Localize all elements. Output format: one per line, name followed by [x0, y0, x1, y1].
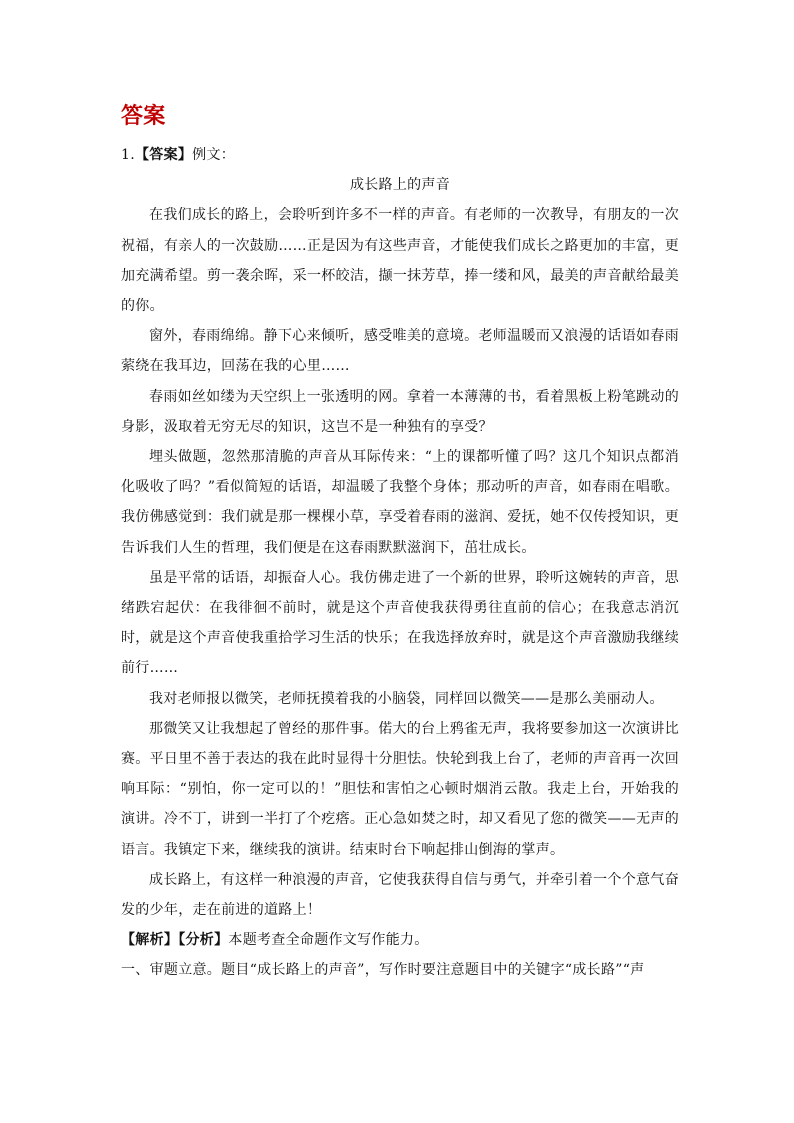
- analysis-text: 本题考查全命题作文写作能力。: [228, 932, 429, 949]
- essay-paragraph: 我对老师报以微笑，老师抚摸着我的小脑袋，同样回以微笑——是那么美丽动人。: [149, 690, 664, 707]
- answer-heading: 答案: [121, 104, 166, 129]
- essay-paragraph: 在我们成长的路上，会聆听到许多不一样的声音。有老师的一次教导，有朋友的一次祝福，有亲人的一次鼓励……正是因为有这些声音，才能使我们成长之路更加的丰富，更加充满希望。剪一袭余晖，采一杯皎洁，撷一抹芳草，捧一缕和风，最美的声音献给最美的你。: [121, 207, 679, 315]
- essay-paragraph: 春雨如丝如缕为天空织上一张透明的网。拿着一本薄薄的书，看着黑板上粉笔跳动的身影，汲取着无穷无尽的知识，这岂不是一种独有的享受？: [121, 388, 679, 435]
- question-number: 1.: [121, 147, 135, 163]
- essay-paragraph: 成长路上，有这样一种浪漫的声音，它使我获得自信与勇气，并牵引着一个个意气奋发的少年，走在前进的道路上！: [121, 871, 679, 919]
- question-lead: 例文：: [192, 147, 236, 163]
- essay-paragraph: 埋头做题，忽然那清脆的声音从耳际传来：“上的课都听懂了吗？这几个知识点都消化吸收了吗？”看似简短的话语，却温暖了我整个身体；那动听的声音，如春雨在唱歌。我仿佛感觉到：我们就是那一棵棵小草，享受着春雨的滋润、爱抚，她不仅传授知识，更告诉我们人生的哲理，我们便是在这春雨默默滋润下，茁壮成长。: [121, 449, 679, 556]
- answer-tag: 【答案】: [134, 147, 193, 163]
- essay-paragraph: 虽是平常的话语，却振奋人心。我仿佛走进了一个新的世界，聆听这婉转的声音，思绪跌宕起伏：在我徘徊不前时，就是这个声音使我获得勇往直前的信心；在我意志消沉时，就是这个声音使我重拾学习生活的快乐；在我选择放弃时，就是这个声音激励我继续前行……: [121, 569, 679, 677]
- essay-paragraph: 那微笑又让我想起了曾经的那件事。偌大的台上鸦雀无声，我将要参加这一次演讲比赛。平日里不善于表达的我在此时显得十分胆怯。快轮到我上台了，老师的声音再一次回响耳际：“别怕，你一定可以的！”胆怯和害怕之心顿时烟消云散。我走上台，开始我的演讲。冷不丁，讲到一半打了个疙瘩。正心急如焚之时，却又看见了您的微笑——无声的语言。我镇定下来，继续我的演讲。结束时台下响起排山倒海的掌声。: [121, 720, 679, 858]
- analysis-tag: 【解析】: [121, 932, 179, 949]
- document-content: [121, 100, 679, 986]
- essay-title: 成长路上的声音: [349, 177, 451, 194]
- essay-paragraph: 窗外，春雨绵绵。静下心来倾听，感受唯美的意境。老师温暖而又浪漫的话语如春雨萦绕在我耳边，回荡在我的心里……: [121, 328, 679, 375]
- analysis-point-1: 一、审题立意。题目“成长路上的声音”，写作时要注意题目中的关键字“成长路”“声: [121, 962, 645, 979]
- question-1-line: [121, 140, 679, 170]
- analysis-line: [121, 925, 679, 955]
- analysis-subtag: 【分析】: [178, 932, 229, 949]
